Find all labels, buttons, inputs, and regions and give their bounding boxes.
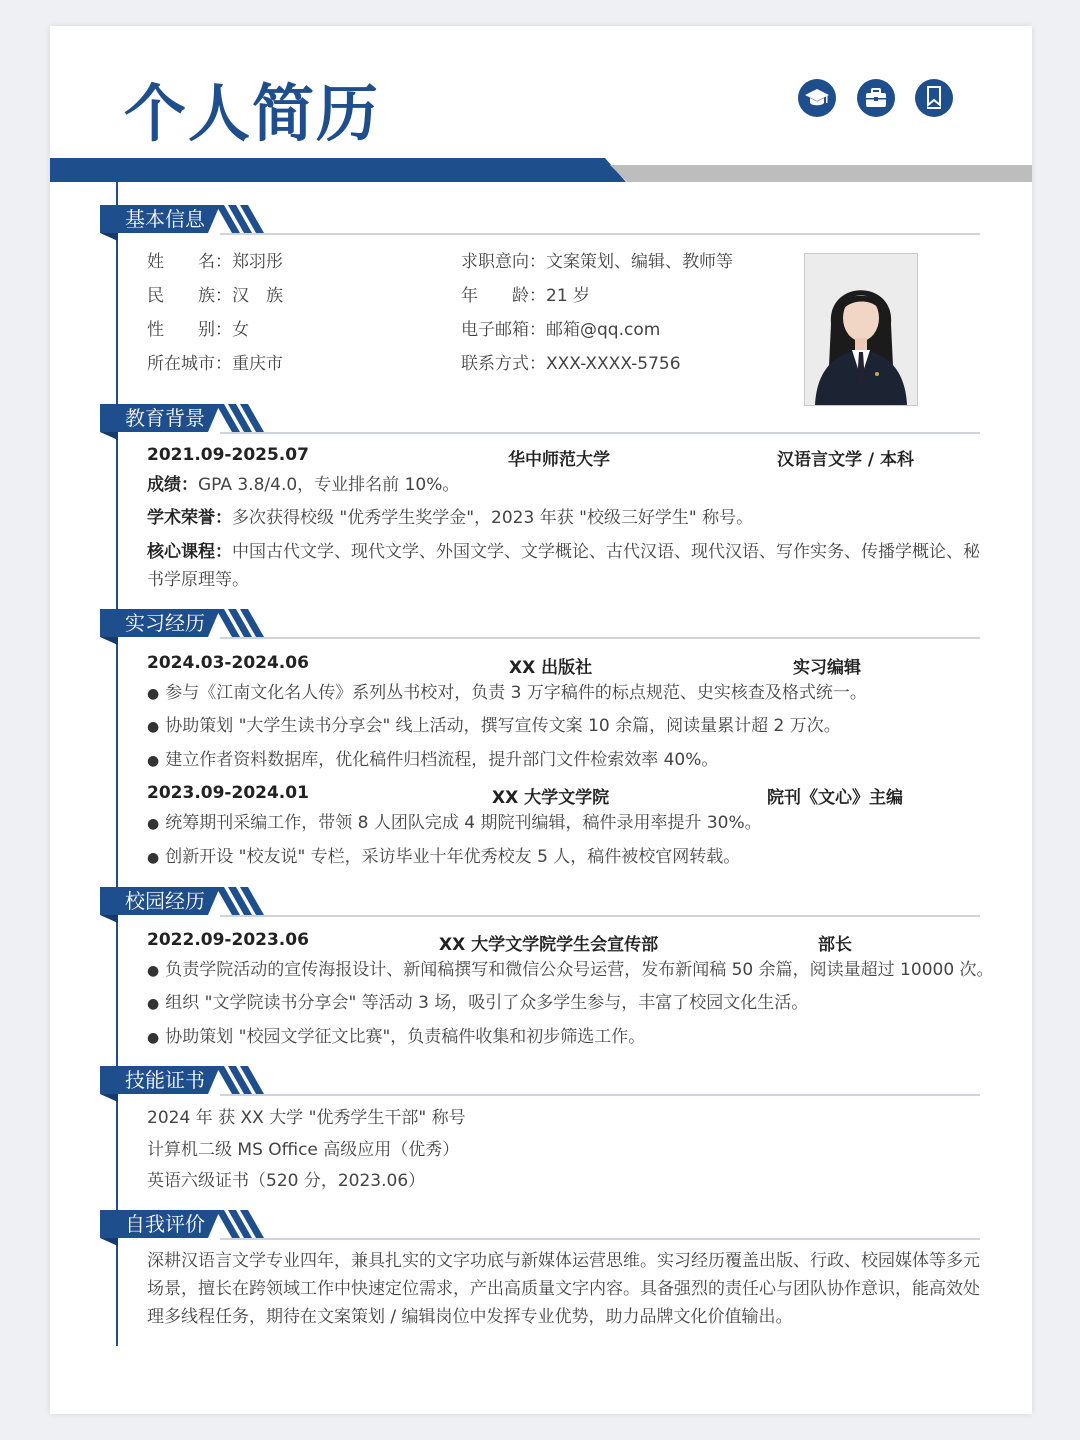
field-job-intent: 求职意向：文案策划、编辑、教师等 (461, 252, 733, 272)
section-title: 基本信息 (125, 207, 205, 231)
self-eval-line: 深耕汉语言文学专业四年，兼具扎实的文字功底与新媒体运营思维。实习经历覆盖出版、行政、校园媒体等多元 (147, 1251, 980, 1271)
education-school: 华中师范大学 (508, 450, 610, 470)
section-title: 技能证书 (125, 1068, 205, 1092)
education-major: 汉语言文学 / 本科 (777, 450, 915, 470)
section-header-skills (100, 1066, 980, 1100)
section-header-campus (100, 887, 980, 921)
field-gender: 性 别：女 (147, 320, 249, 340)
campus-date: 2022.09-2023.06 (147, 930, 309, 950)
section-header-education (100, 404, 980, 438)
field-name: 姓 名：郑羽彤 (147, 252, 283, 272)
internship-date: 2023.09-2024.01 (147, 783, 309, 803)
list-item: ● 参与《江南文化名人传》系列丛书校对，负责 3 万字稿件的标点规范、史实核查及格式统一。 (147, 682, 867, 705)
list-item: ● 协助策划 "大学生读书分享会" 线上活动，撰写宣传文案 10 余篇，阅读量累计超 2 万次。 (147, 715, 841, 738)
list-item: 2024 年 获 XX 大学 "优秀学生干部" 称号 (147, 1108, 466, 1128)
internship-org: XX 出版社 (509, 658, 593, 678)
list-item: ● 协助策划 "校园文学征文比赛"，负责稿件收集和初步筛选工作。 (147, 1026, 645, 1049)
profile-photo (804, 253, 918, 406)
internship-date: 2024.03-2024.06 (147, 653, 309, 673)
section-title: 教育背景 (125, 406, 205, 430)
list-item: ● 创新开设 "校友说" 专栏，采访毕业十年优秀校友 5 人，稿件被校官网转载。 (147, 846, 740, 869)
list-item: ● 建立作者资料数据库，优化稿件归档流程，提升部门文件检索效率 40%。 (147, 749, 718, 772)
list-item: 计算机二级 MS Office 高级应用（优秀） (147, 1140, 460, 1160)
field-ethnicity: 民 族：汉 族 (147, 286, 283, 306)
self-eval-line: 理多线程任务，期待在文案策划 / 编辑岗位中发挥专业优势，助力品牌文化价值输出。 (147, 1307, 793, 1327)
section-title: 自我评价 (125, 1212, 205, 1236)
field-phone: 联系方式：XXX-XXXX-5756 (461, 354, 681, 374)
list-item: ● 负责学院活动的宣传海报设计、新闻稿撰写和微信公众号运营，发布新闻稿 50 余篇，阅读量超过 10000 次。 (147, 959, 994, 982)
education-grades: 成绩：GPA 3.8/4.0，专业排名前 10%。 (147, 475, 460, 495)
education-entry-header (147, 445, 947, 469)
field-age: 年 龄：21 岁 (461, 286, 591, 306)
list-item: ● 组织 "文学院读书分享会" 等活动 3 场，吸引了众多学生参与，丰富了校园文化生活。 (147, 992, 808, 1015)
section-header-basic (100, 205, 980, 239)
list-item: ● 统筹期刊采编工作，带领 8 人团队完成 4 期院刊编辑，稿件录用率提升 30%。 (147, 812, 762, 835)
briefcase-icon (857, 79, 895, 117)
internship-role: 院刊《文心》主编 (767, 788, 903, 808)
section-title: 实习经历 (125, 611, 205, 635)
education-courses-cont: 书学原理等。 (147, 570, 249, 590)
header-band-blue (50, 158, 626, 182)
section-header-self-eval (100, 1210, 980, 1244)
header-band-gray (610, 165, 1032, 182)
bookmark-icon (915, 79, 953, 117)
campus-entry-header (147, 930, 947, 954)
section-header-internship (100, 609, 980, 643)
internship-entry-header (147, 783, 947, 807)
timeline-line (116, 182, 118, 1346)
field-email: 电子邮箱：邮箱@qq.com (461, 320, 661, 340)
internship-role: 实习编辑 (793, 658, 861, 678)
education-date: 2021.09-2025.07 (147, 445, 309, 465)
education-courses: 核心课程：中国古代文学、现代文学、外国文学、文学概论、古代汉语、现代汉语、写作实务、传播学概论、秘 (147, 542, 980, 562)
education-honors: 学术荣誉：多次获得校级 "优秀学生奖学金"，2023 年获 "校级三好学生" 称号。 (147, 508, 754, 528)
list-item: 英语六级证书（520 分，2023.06） (147, 1171, 426, 1191)
field-city: 所在城市：重庆市 (147, 354, 283, 374)
self-eval-line: 场景，擅长在跨领域工作中快速定位需求，产出高质量文字内容。具备强烈的责任心与团队协作意识，能高效处 (147, 1279, 980, 1299)
campus-org: XX 大学文学院学生会宣传部 (439, 935, 659, 955)
internship-org: XX 大学文学院 (492, 788, 610, 808)
campus-role: 部长 (818, 935, 852, 955)
header-icons (798, 79, 958, 119)
resume-title: 个人简历 (124, 77, 381, 150)
internship-entry-header (147, 653, 947, 677)
graduation-cap-icon (798, 79, 836, 117)
section-title: 校园经历 (125, 889, 205, 913)
